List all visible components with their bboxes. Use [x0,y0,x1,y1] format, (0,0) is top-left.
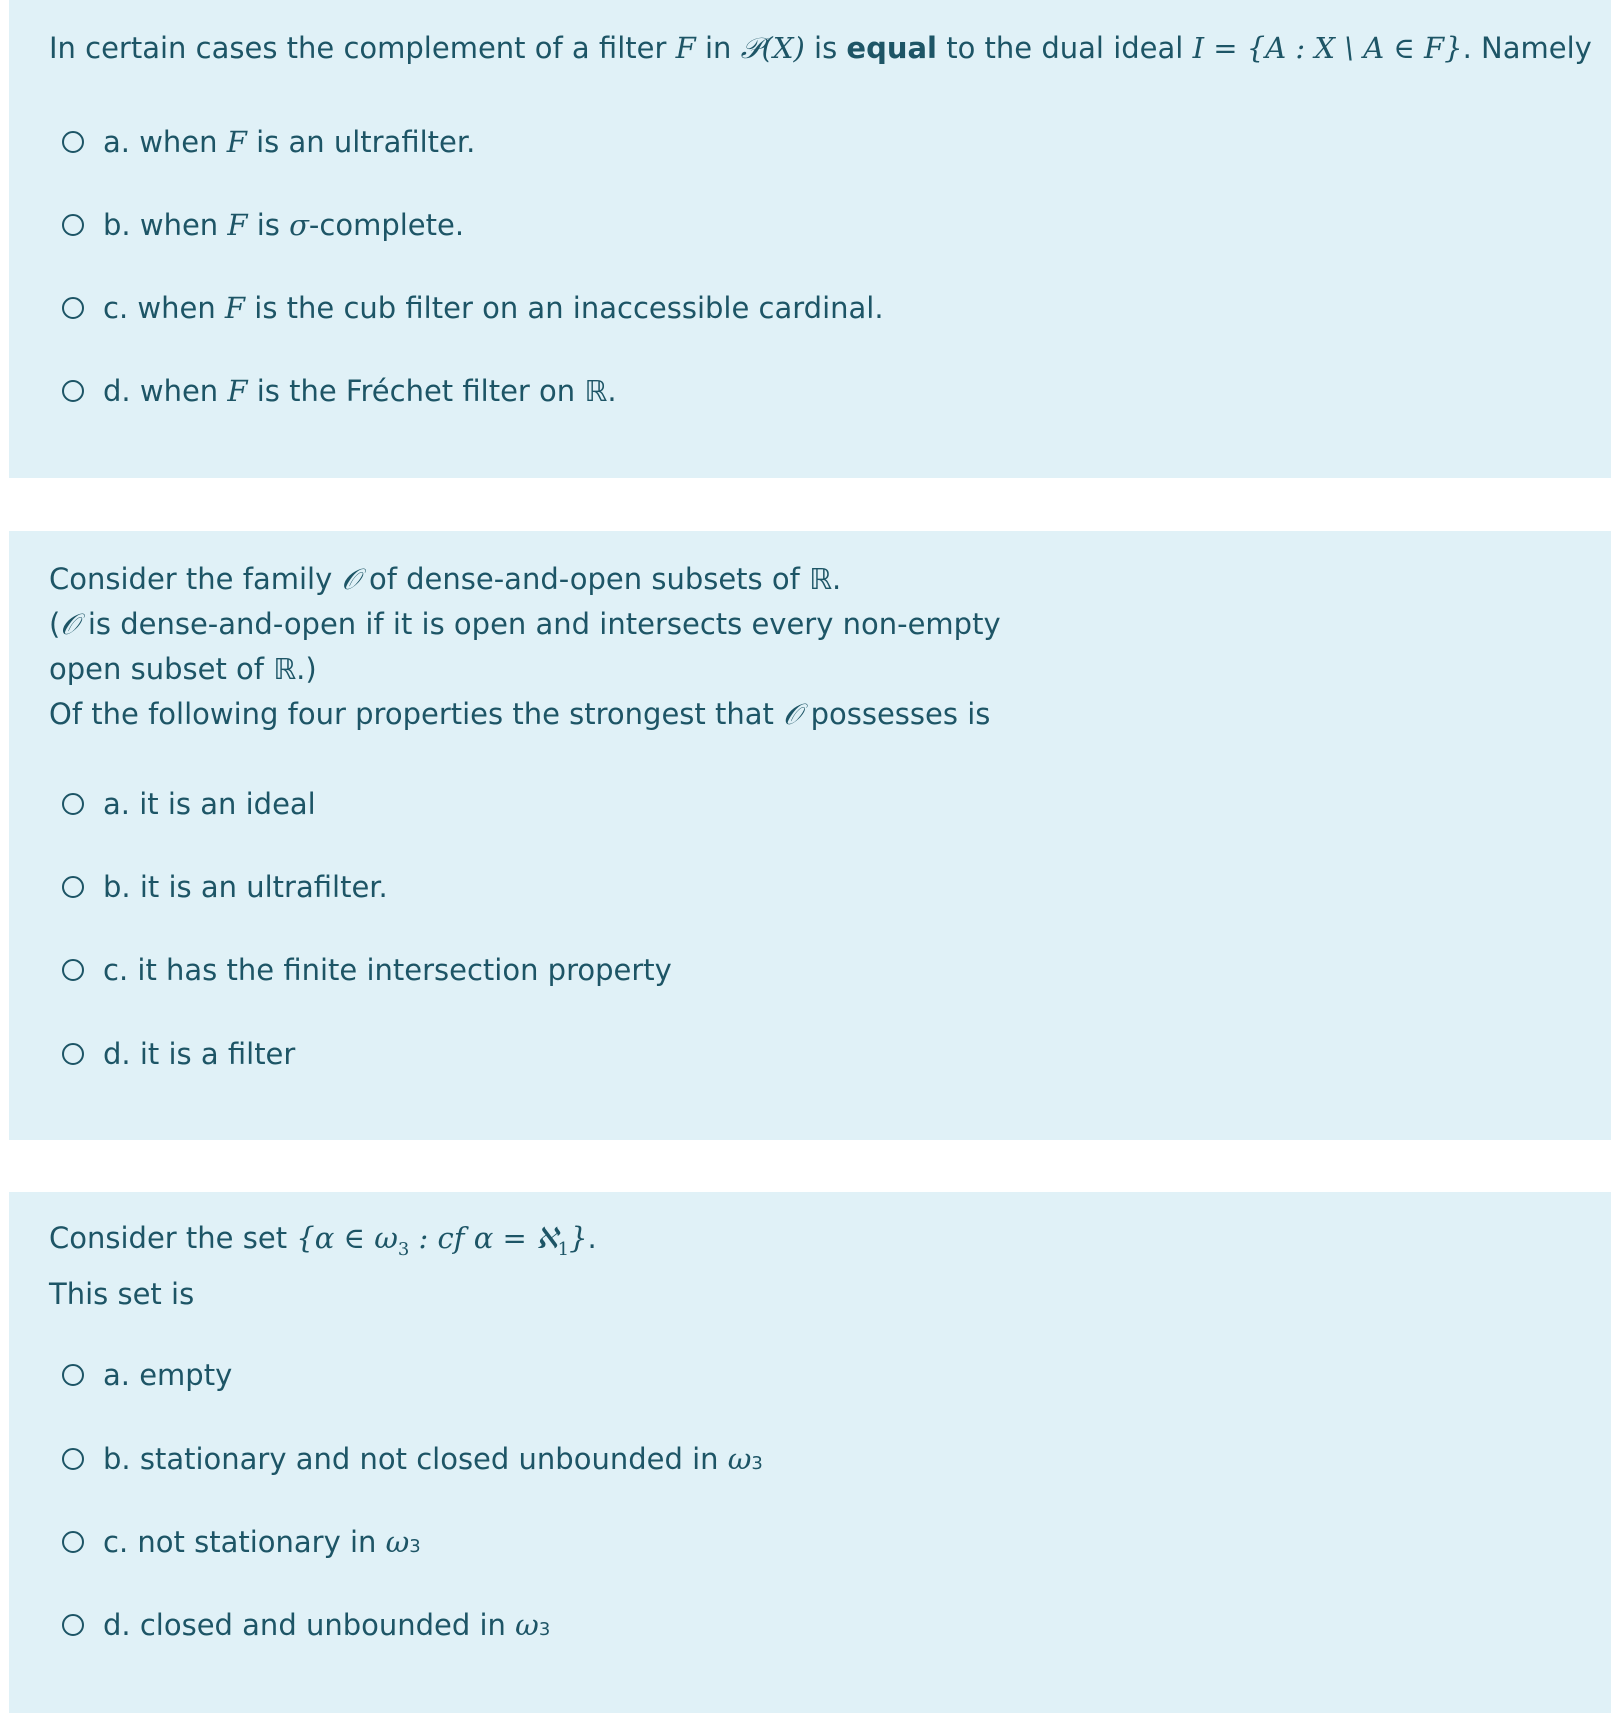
question-card-3 [9,1192,1611,1713]
option-b[interactable] [62,203,464,247]
radio-button[interactable] [62,1448,84,1470]
option-label: b. it is an ultrafilter. [103,870,388,904]
question-card-1 [9,0,1611,478]
radio-button[interactable] [62,1531,84,1553]
option-label: a. it is an ideal [103,787,316,821]
question-1-text [49,26,1591,71]
question-text: is [804,31,847,65]
option-label: d. closed and unbounded in ω 3 [103,1608,551,1642]
option-label: c. not stationary in ω 3 [103,1525,421,1559]
option-d[interactable] [62,1032,295,1076]
question-text: In certain cases the complement of a filter [49,31,676,65]
math-symbol: F [675,31,696,65]
option-label: d. it is a filter [103,1037,296,1071]
question-text: . Namely [1462,31,1592,65]
option-a[interactable] [62,120,475,164]
option-label: c. it has the finite intersection property [103,953,672,987]
radio-button[interactable] [62,1614,84,1636]
option-label: a. empty [103,1358,233,1392]
option-d[interactable] [62,1603,550,1647]
option-label: a. when F is an ultrafilter. [103,125,476,159]
radio-button[interactable] [62,131,84,153]
option-label: d. when F is the Fréchet filter on ℝ . [103,374,617,408]
option-c[interactable] [62,286,884,330]
option-b[interactable] [62,865,388,909]
radio-button[interactable] [62,1364,84,1386]
question-text: to the dual ideal [937,31,1193,65]
question-text: in [695,31,741,65]
option-b[interactable] [62,1437,763,1481]
radio-button[interactable] [62,959,84,981]
option-a[interactable] [62,782,316,826]
radio-button[interactable] [62,297,84,319]
radio-button[interactable] [62,876,84,898]
math-expression: {α ∈ $\omega_3$ : cf α = ℵ$_1$} [296,1221,588,1260]
math-expression: 𝒫(X) [740,31,805,65]
radio-button[interactable] [62,793,84,815]
option-label: b. when F is σ -complete. [103,208,465,242]
option-a[interactable] [62,1353,232,1397]
radio-button[interactable] [62,1043,84,1065]
emphasis-text: equal [846,31,937,65]
math-expression: I = {A : X \ A ∈ F} [1192,31,1463,65]
question-2-text: Consider the family 𝒪 of dense-and-open subsets of ℝ. (𝒪 is dense-and-open if it is open and intersects every non-empty open subset of ℝ.) Of the following four properties the strongest that 𝒪 possesses is [49,562,1001,731]
option-label: b. stationary and not closed unbounded in ω 3 [103,1442,763,1476]
option-label: c. when F is the cub filter on an inaccessible cardinal. [103,291,884,325]
question-3-text: Consider the set {α ∈ $\omega_3$ : cf α = ℵ$_1$}. This set is [49,1221,597,1311]
radio-button[interactable] [62,214,84,236]
radio-button[interactable] [62,380,84,402]
option-d[interactable] [62,369,617,413]
option-c[interactable] [62,948,672,992]
question-card-2 [9,531,1611,1140]
option-c[interactable] [62,1520,421,1564]
